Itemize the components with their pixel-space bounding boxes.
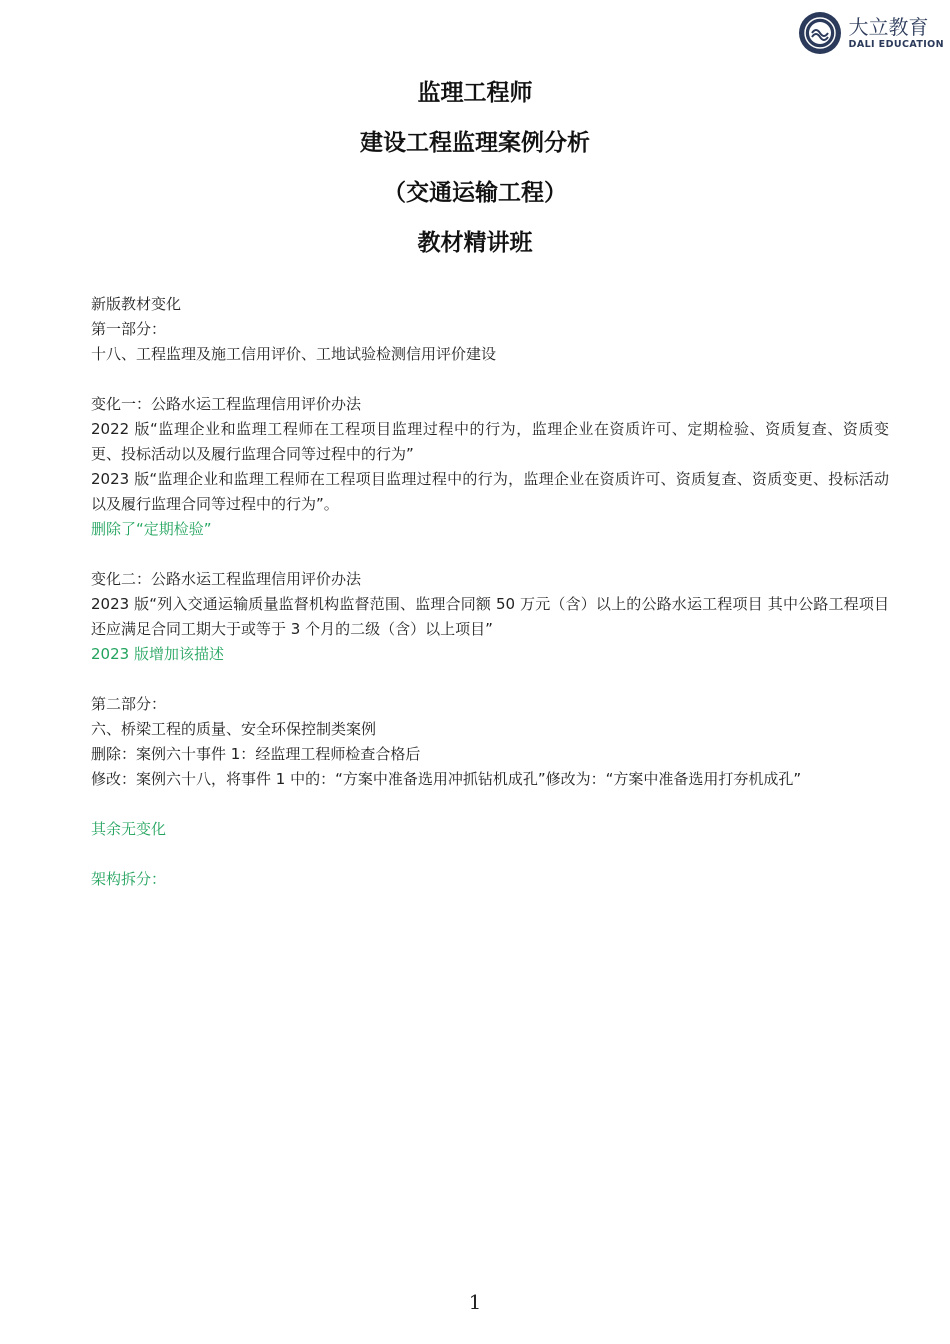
intro-text: 新版教材变化 [91, 295, 182, 313]
title-line-1: 监理工程师 [417, 80, 533, 106]
logo-name-cn: 大立教育 [848, 15, 929, 39]
document-body [91, 292, 889, 892]
title-line-2: 建设工程监理案例分析 [360, 130, 590, 156]
no-change-note: 其余无变化 [91, 820, 167, 838]
section6-heading: 六、桥梁工程的质量、安全环保控制类案例 [91, 720, 377, 738]
brand-logo [797, 10, 944, 56]
change1-heading: 变化一：公路水运工程监理信用评价办法 [91, 395, 362, 413]
modify-line: 修改：案例六十八，将事件 1 中的：“方案中准备选用冲抓钻机成孔”修改为：“方案中准备选用打夯机成孔” [91, 770, 802, 788]
change1-2023-text: 2023 版“监理企业和监理工程师在工程项目监理过程中的行为，监理企业在资质许可、资质复查、资质变更、投标活动以及履行监理合同等过程中的行为”。 [91, 470, 889, 513]
document-title-block [0, 72, 950, 272]
title-line-4: 教材精讲班 [417, 230, 533, 256]
section18-heading: 十八、工程监理及施工信用评价、工地试验检测信用评价建设 [91, 345, 497, 363]
title-line-3: （交通运输工程） [383, 180, 567, 206]
dali-seal-icon [797, 10, 843, 56]
page-number: 1 [468, 1290, 482, 1314]
part1-heading: 第一部分： [91, 320, 167, 338]
logo-name-en: DALI EDUCATION [848, 39, 944, 50]
change2-2023-text: 2023 版“列入交通运输质量监督机构监督范围、监理合同额 50 万元（含）以上的公路水运工程项目 其中公路工程项目还应满足合同工期大于或等于 3 个月的二级（含）以上项目” [91, 595, 889, 638]
change1-note: 删除了“定期检验” [91, 520, 212, 538]
delete-line: 删除：案例六十事件 1：经监理工程师检查合格后 [91, 745, 421, 763]
part2-heading: 第二部分： [91, 695, 167, 713]
structure-heading: 架构拆分： [91, 870, 167, 888]
change1-2022-text: 2022 版“监理企业和监理工程师在工程项目监理过程中的行为，监理企业在资质许可、定期检验、资质复查、资质变更、投标活动以及履行监理合同等过程中的行为” [91, 420, 889, 463]
change2-heading: 变化二：公路水运工程监理信用评价办法 [91, 570, 362, 588]
change2-note: 2023 版增加该描述 [91, 645, 224, 663]
